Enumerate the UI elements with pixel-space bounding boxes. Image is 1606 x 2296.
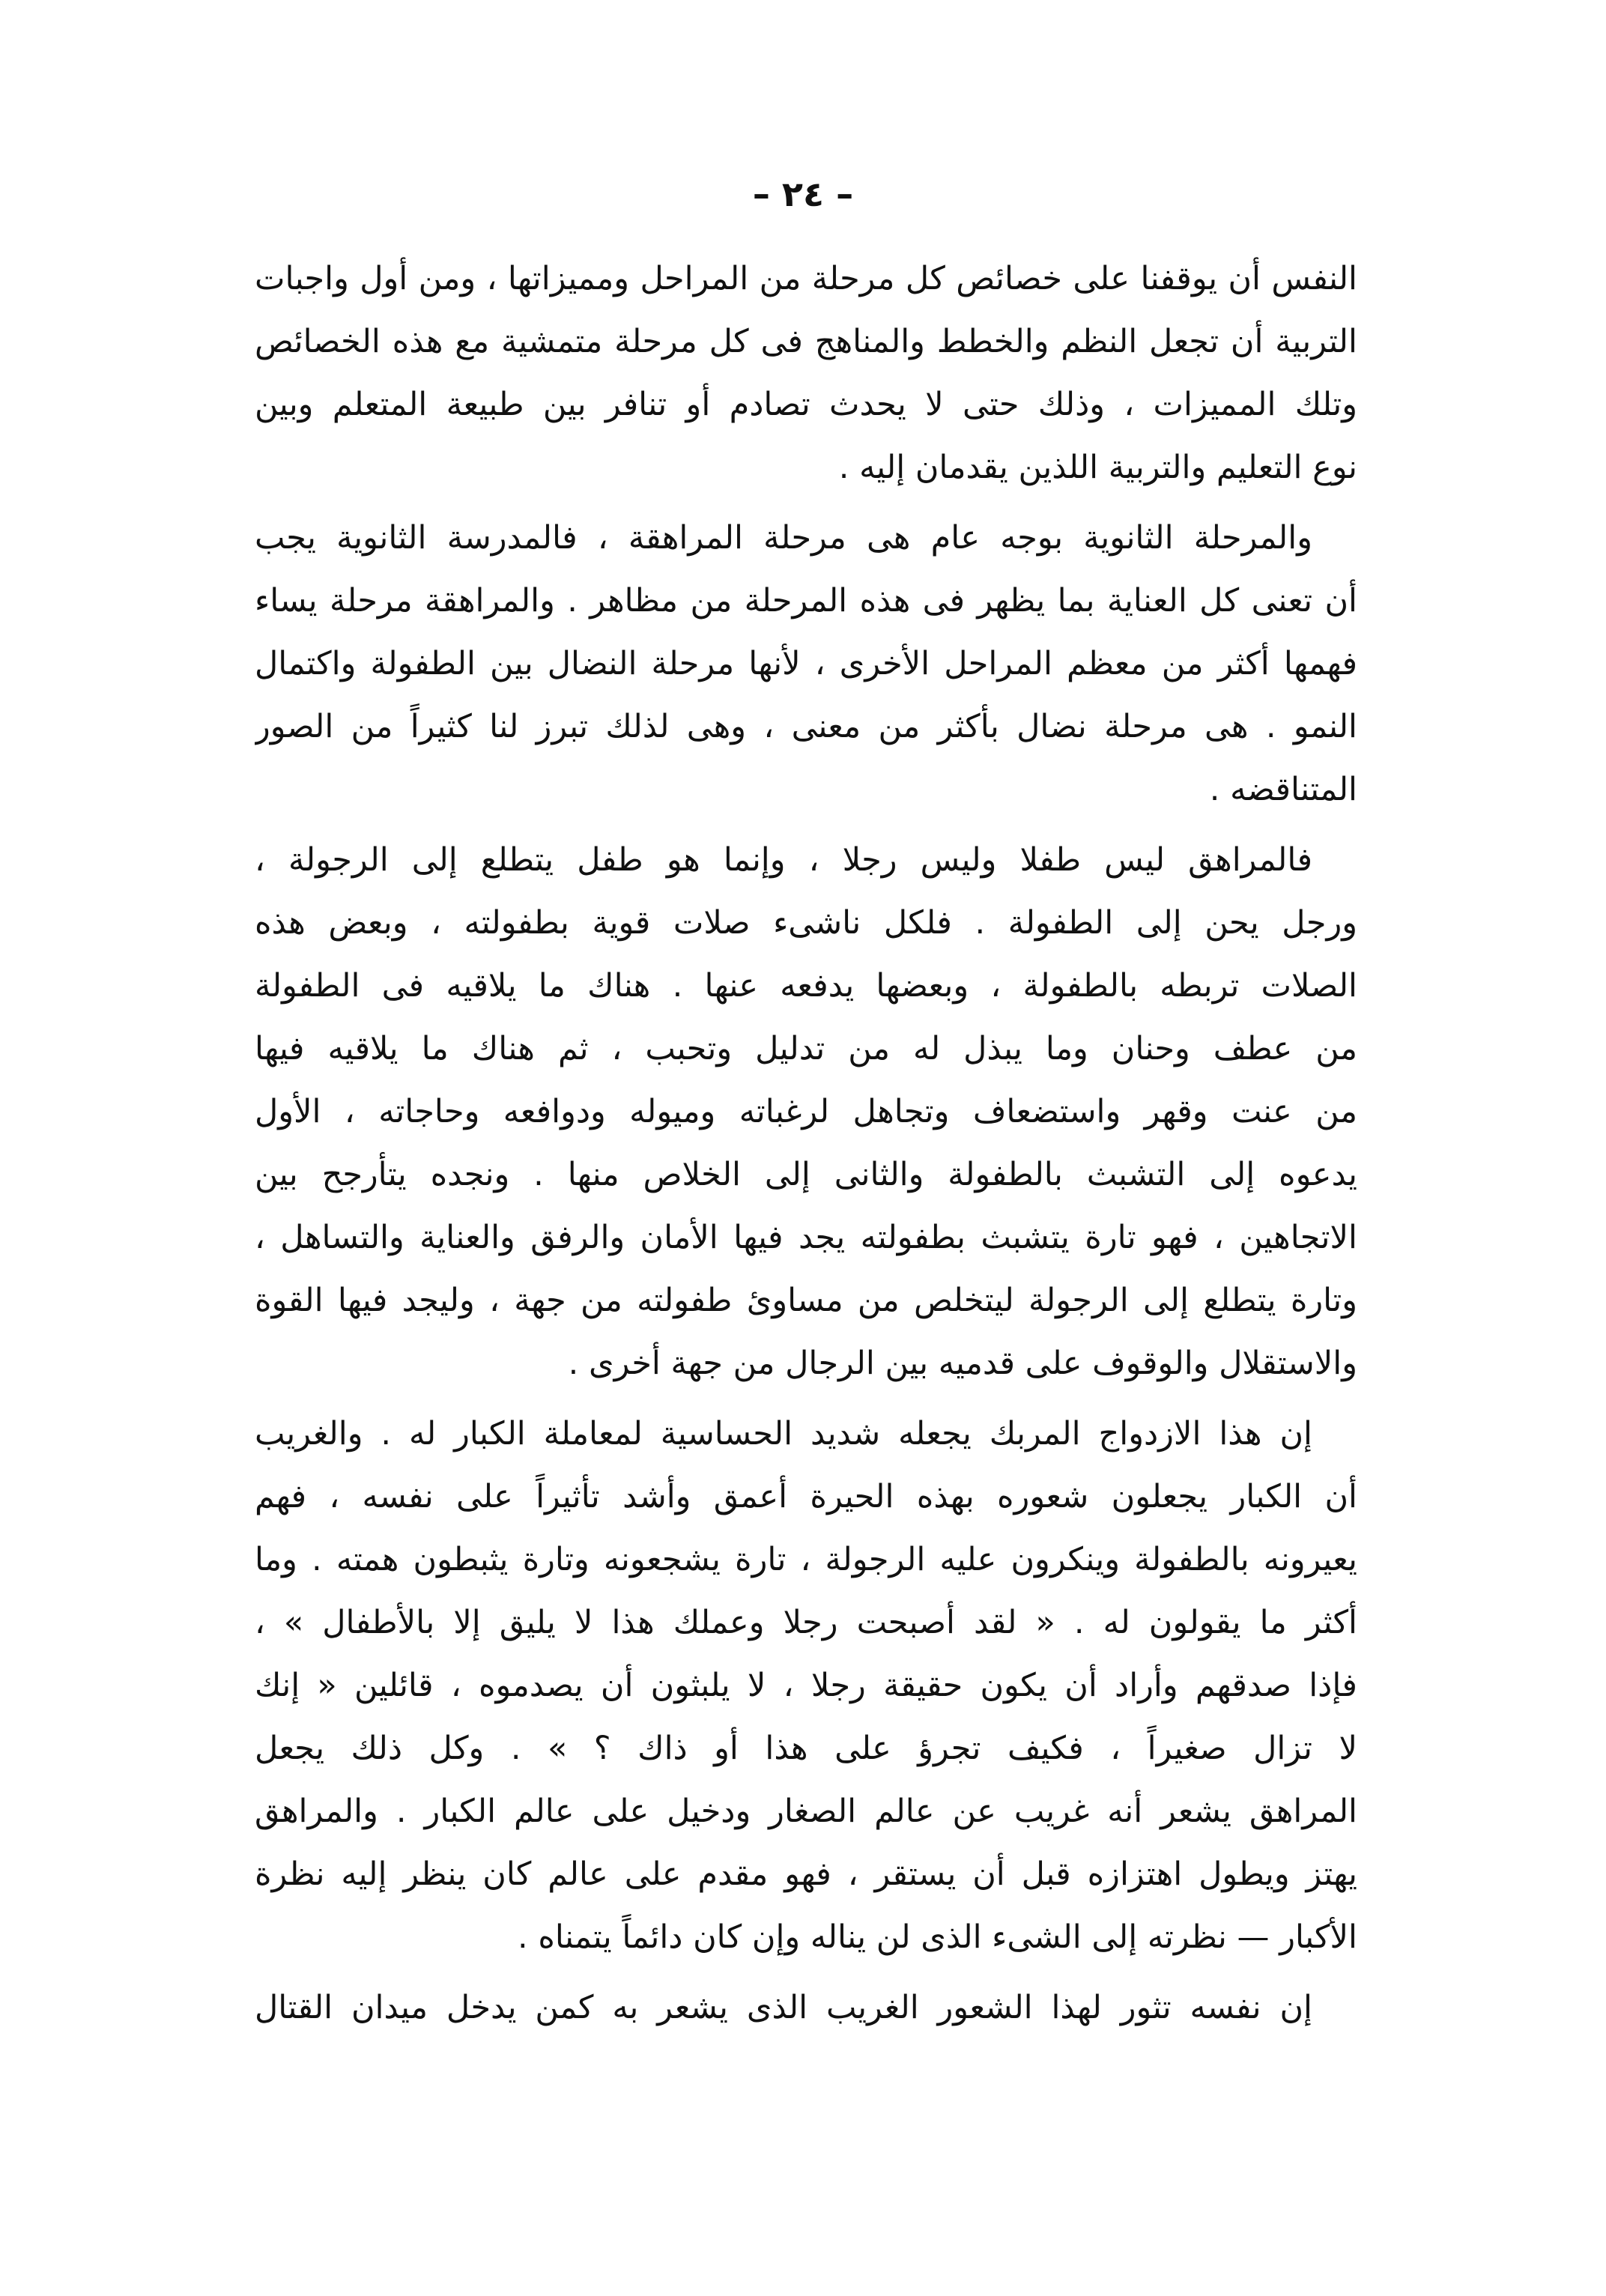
text-line: ورجل يحن إلى الطفولة . فلكل ناشىء صلات قوية بطفولته ، وبعض هذه: [255, 904, 1357, 942]
text-line: إن هذا الازدواج المربك يجعله شديد الحساسية لمعاملة الكبار له . والغريب: [255, 1415, 1312, 1453]
text-line: لا تزال صغيراً ، فكيف تجرؤ على هذا أو ذاك ؟ » . وكل ذلك يجعل: [255, 1730, 1357, 1767]
text-line: وتارة يتطلع إلى الرجولة ليتخلص من مساوئ طفولته من جهة ، وليجد فيها القوة: [255, 1282, 1357, 1319]
page-number: – ٢٤ –: [752, 174, 854, 214]
text-line: النفس أن يوقفنا على خصائص كل مرحلة من المراحل ومميزاتها ، ومن أول واجبات: [255, 260, 1357, 297]
text-line: من عنت وقهر واستضعاف وتجاهل لرغباته وميوله ودوافعه وحاجاته ، الأول: [255, 1093, 1357, 1130]
paragraph: [255, 1976, 1357, 2039]
text-line: التربية أن تجعل النظم والخطط والمناهج فى كل مرحلة متمشية مع هذه الخصائص: [255, 323, 1357, 360]
text-line: وتلك المميزات ، وذلك حتى لا يحدث تصادم أو تنافر بين طبيعة المتعلم وبين: [255, 386, 1357, 423]
text-line: والاستقلال والوقوف على قدميه بين الرجال من جهة أخرى .: [568, 1345, 1357, 1382]
text-line: المراهق يشعر أنه غريب عن عالم الصغار ودخيل على عالم الكبار . والمراهق: [255, 1793, 1357, 1830]
text-line: إن نفسه تثور لهذا الشعور الغريب الذى يشعر به كمن يدخل ميدان القتال: [255, 1989, 1312, 2026]
text-line: والمرحلة الثانوية بوجه عام هى مرحلة المراهقة ، فالمدرسة الثانوية يجب: [255, 519, 1312, 557]
text-line: فإذا صدقهم وأراد أن يكون حقيقة رجلا ، لا يلبثون أن يصدموه ، قائلين « إنك: [255, 1667, 1357, 1704]
text-line: يهتز ويطول اهتزازه قبل أن يستقر ، فهو مقدم على عالم كان ينظر إليه نظرة: [255, 1856, 1357, 1893]
paragraph: [255, 829, 1357, 1395]
body-text: [255, 247, 1357, 2039]
text-line: يعيرونه بالطفولة وينكرون عليه الرجولة ، تارة يشجعونه وتارة يثبطون همته . وما: [255, 1541, 1357, 1578]
text-line: فالمراهق ليس طفلا وليس رجلا ، وإنما هو طفل يتطلع إلى الرجولة ،: [255, 841, 1312, 879]
text-line: الأكبار — نظرته إلى الشىء الذى لن يناله وإن كان دائماً يتمناه .: [517, 1918, 1357, 1956]
text-line: أكثر ما يقولون له . « لقد أصبحت رجلا وعملك هذا لا يليق إلا بالأطفال » ،: [255, 1604, 1357, 1641]
text-line: الاتجاهين ، فهو تارة يتشبث بطفولته يجد فيها الأمان والرفق والعناية والتساهل ،: [255, 1219, 1357, 1256]
text-line: أن الكبار يجعلون شعوره بهذه الحيرة أعمق وأشد تأثيراً على نفسه ، فهم: [255, 1478, 1357, 1515]
text-line: فهمها أكثر من معظم المراحل الأخرى ، لأنها مرحلة النضال بين الطفولة واكتمال: [255, 645, 1357, 682]
paragraph: [255, 506, 1357, 821]
text-line: المتناقضه .: [1209, 771, 1357, 808]
text-line: نوع التعليم والتربية اللذين يقدمان إليه .: [838, 449, 1357, 486]
text-line: يدعوه إلى التشبث بالطفولة والثانى إلى الخلاص منها . ونجده يتأرجح بين: [255, 1156, 1357, 1193]
text-line: الصلات تربطه بالطفولة ، وبعضها يدفعه عنها . هناك ما يلاقيه فى الطفولة: [255, 967, 1357, 1005]
text-line: أن تعنى كل العناية بما يظهر فى هذه المرحلة من مظاهر . والمراهقة مرحلة يساء: [255, 582, 1357, 620]
text-line: من عطف وحنان وما يبذل له من تدليل وتحبب ، ثم هناك ما يلاقيه فيها: [255, 1030, 1357, 1067]
paragraph: [255, 247, 1357, 499]
text-line: النمو . هى مرحلة نضال بأكثر من معنى ، وهى لذلك تبرز لنا كثيراً من الصور: [255, 708, 1357, 745]
paragraph: [255, 1402, 1357, 1969]
